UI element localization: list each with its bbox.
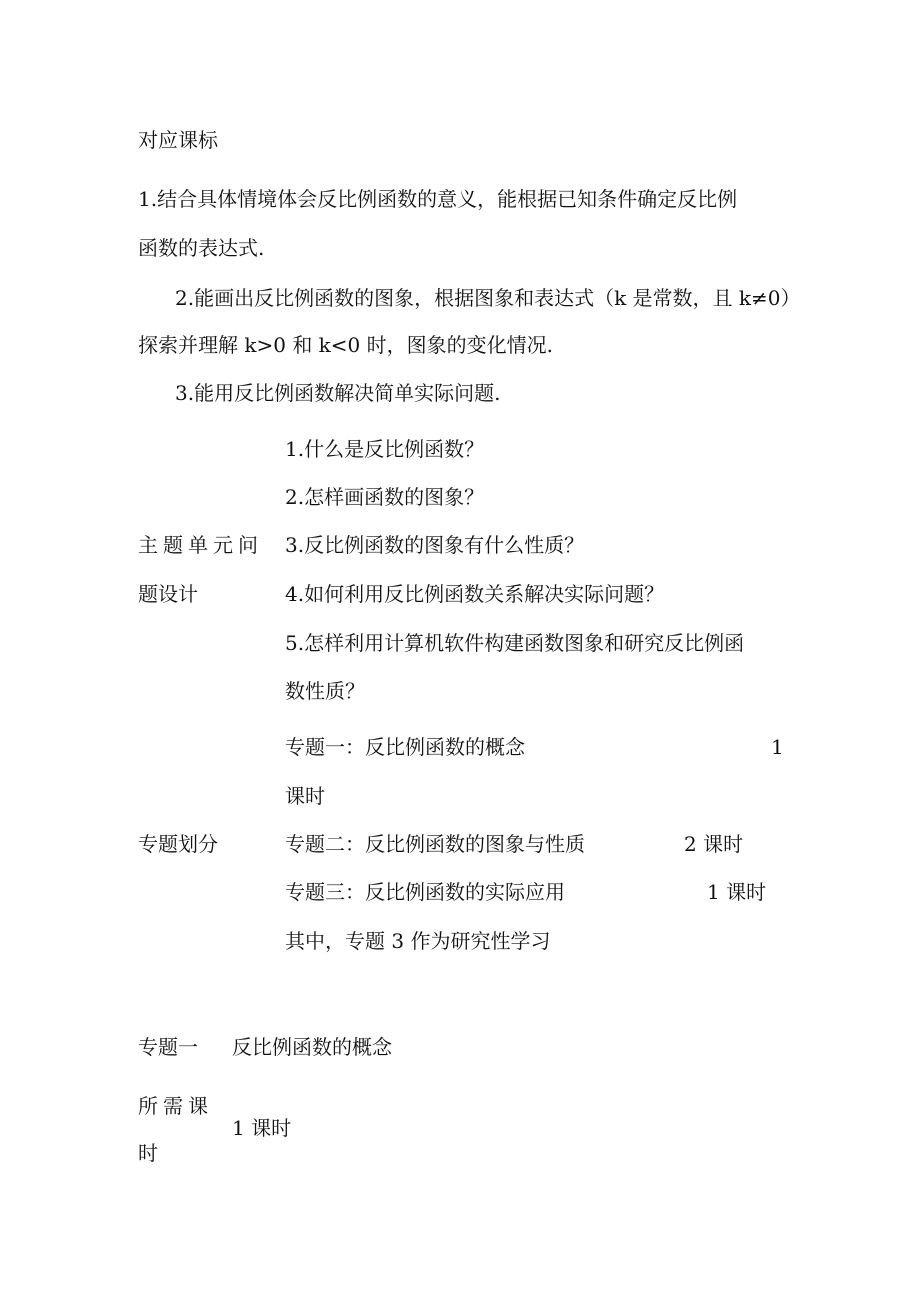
topic-3-hours: 1 课时 [707,880,767,904]
section-hours-label-line-1: 所需课 [138,1094,213,1118]
questions-label-line-2: 题设计 [138,582,198,606]
topics-label: 专题划分 [138,832,218,856]
standard-item-1-line-1: 1.结合具体情境体会反比例函数的意义，能根据已知条件确定反比例 [138,187,738,211]
questions-label-line-1: 主题单元问 [138,533,263,557]
question-item-1: 1.什么是反比例函数？ [285,437,485,461]
section-hours-label-line-2: 时 [138,1141,158,1165]
section-hours-value: 1 课时 [232,1116,292,1140]
standard-item-2-line-2: 探索并理解 k>0 和 k<0 时，图象的变化情况. [138,333,553,357]
section-label: 专题一 [138,1035,198,1059]
topic-2-hours: 2 课时 [684,832,744,856]
question-item-3: 3.反比例函数的图象有什么性质？ [285,533,585,557]
topics-note: 其中，专题 3 作为研究性学习 [285,929,551,953]
question-item-2: 2.怎样画函数的图象？ [285,485,485,509]
question-item-5-line-2: 数性质？ [285,679,365,703]
topic-2-name: 专题二：反比例函数的图象与性质 [285,832,585,856]
topic-1-hours-number: 1 [771,735,784,759]
topic-3-name: 专题三：反比例函数的实际应用 [285,880,565,904]
standard-item-2-line-1: 2.能画出反比例函数的图象，根据图象和表达式（k 是常数，且 k≠0） [175,286,801,310]
standards-heading: 对应课标 [138,128,218,152]
section-title: 反比例函数的概念 [232,1035,392,1059]
topic-1-hours-unit: 课时 [285,784,325,808]
standard-item-1-line-2: 函数的表达式. [138,236,265,260]
topic-1-name: 专题一：反比例函数的概念 [285,735,525,759]
question-item-4: 4.如何利用反比例函数关系解决实际问题？ [285,582,665,606]
standard-item-3: 3.能用反比例函数解决简单实际问题. [175,381,501,405]
question-item-5-line-1: 5.怎样利用计算机软件构建函数图象和研究反比例函 [285,631,745,655]
